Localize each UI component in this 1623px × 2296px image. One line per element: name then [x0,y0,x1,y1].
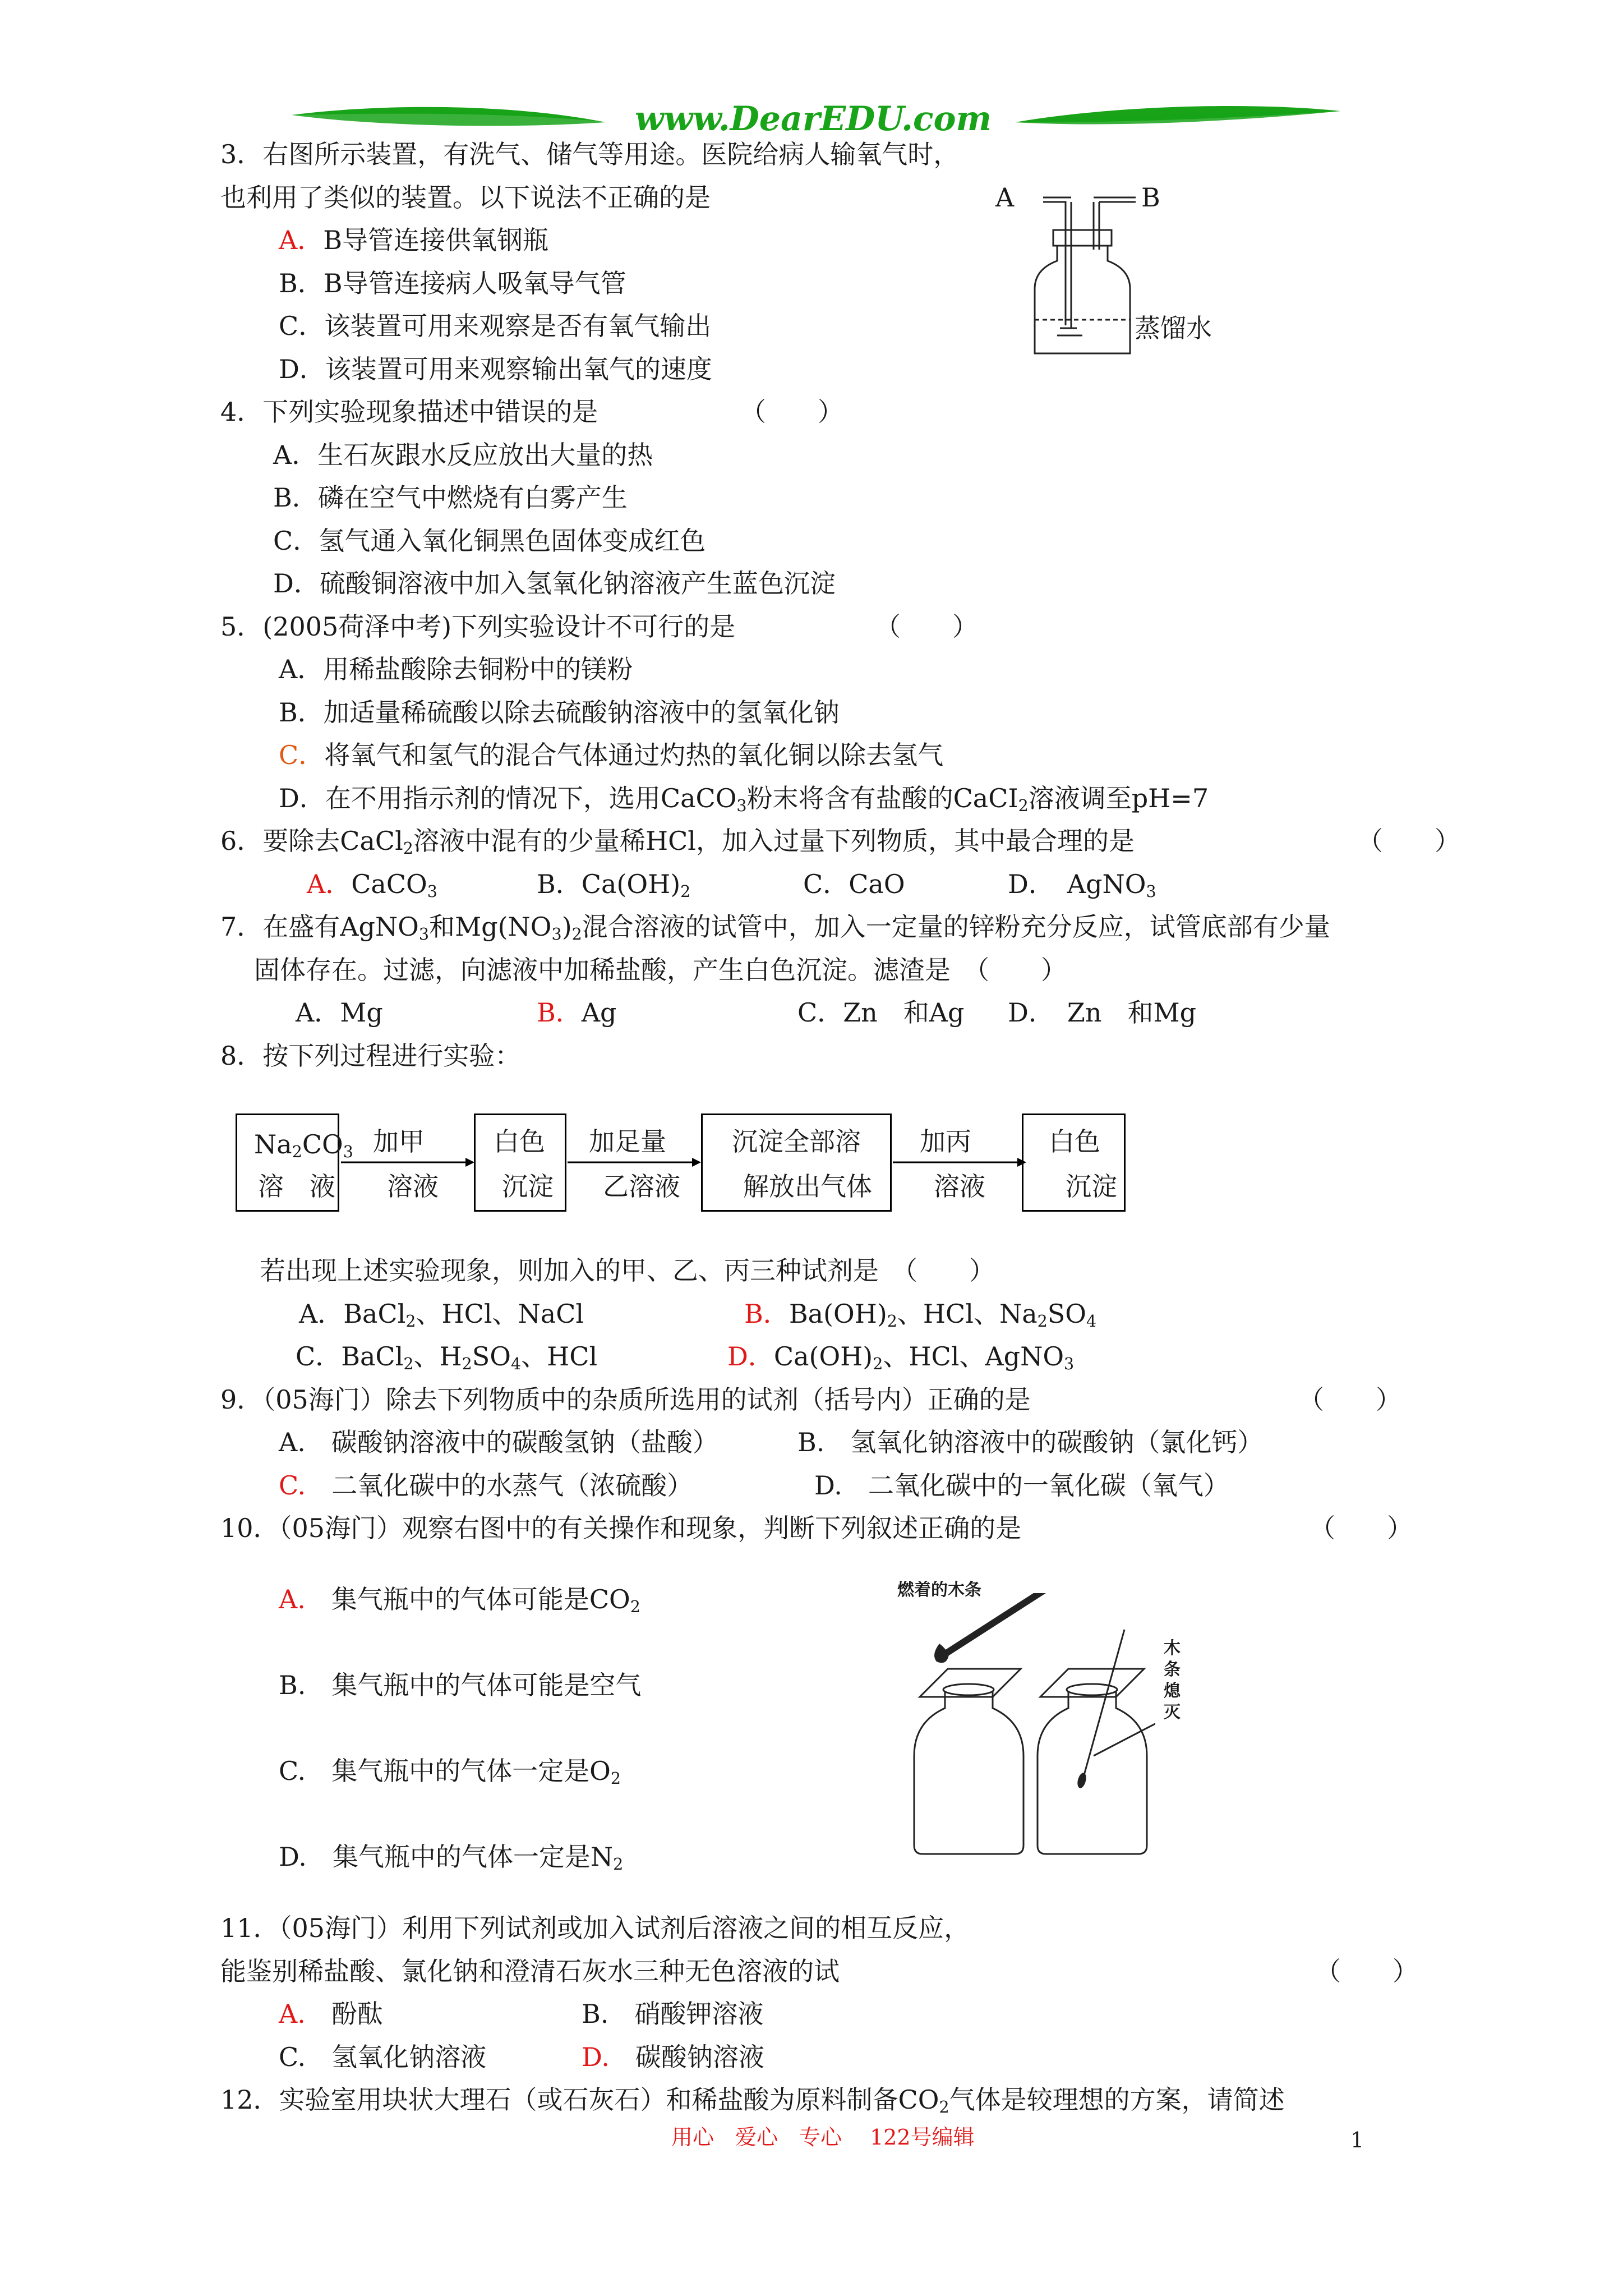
q5-option-d [279,781,1209,815]
q3-option-b: B．B导管连接病人吸氧导气管 [279,268,626,298]
q6-option-a [307,867,437,901]
q7-stem-line2: 固体存在。过滤，向滤液中加稀盐酸，产生白色沉淀。滤渣是 （ ） [254,955,1067,985]
q6-stem-sub: 2 [403,839,413,858]
q3-label-b: B [1141,182,1160,213]
q6-option-d-sub: 3 [1146,882,1156,901]
q9-answer-paren: （ ） [1298,1384,1401,1415]
q7-stem-part3: ) [561,912,572,942]
q4-option-a: A．生石灰跟水反应放出大量的热 [273,440,653,470]
q5-option-d-part2: 粉末将含有盐酸的CaCI [746,783,1018,813]
q10-answer-paren: （ ） [1310,1513,1413,1543]
q3-stem-line2: 也利用了类似的装置。以下说法不正确的是 [220,182,711,213]
flow-box-precipitate-1-line1: 白色 [494,1126,545,1157]
q10-option-d: D. 集气瓶中的气体一定是$N_2$ [279,1842,624,1874]
q6-stem-part2: 溶液中混有的少量稀HCl，加入过量下列物质，其中最合理的是 [413,826,1135,856]
flow-box-dissolve-line1: 沉淀全部溶 [732,1126,861,1157]
q11-option-a: A. 酚酞 [279,1999,383,2029]
q5-option-d-part3: 溶液调至pH=7 [1028,783,1209,813]
q7-stem-part2: 和Mg(NO [429,912,552,942]
flow-arrow2-bottom-label: 乙溶液 [603,1171,680,1202]
q11-option-d: D. 碳酸钠溶液 [582,2042,764,2072]
q7-stem-line1 [220,910,1330,944]
q5-answer-paren: （ ） [875,611,978,642]
q3-label-a: A [995,182,1015,213]
q4-option-c: C．氢气通入氧化铜黑色固体变成红色 [273,526,706,556]
footer-text: 用心 爱心 专心 122号编辑 [671,2125,975,2150]
q5-option-d-sub1: 3 [736,797,747,816]
flow-box-precipitate-1-line2: 沉淀 [502,1171,554,1202]
q7-stem-sub3: 2 [571,925,582,944]
flow-box-precipitate-2-line2: 沉淀 [1066,1171,1117,1202]
q5-option-b: B．加适量稀硫酸以除去硫酸钠溶液中的氢氧化钠 [279,697,840,728]
q10-option-b: B. 集气瓶中的气体可能是空气 [279,1670,642,1700]
q7-option-b-letter: B． [537,997,582,1028]
q5-option-c-letter: C． [279,740,325,770]
header-site-url: www.DearEDU.com [634,99,992,139]
q7-option-c: C．Zn 和Ag [797,997,965,1028]
flow-arrow1-bottom-label: 溶液 [387,1171,439,1202]
q6-stem [220,824,1135,858]
q10-figure-label-extinguished: 木 条 熄 灭 [1164,1639,1181,1722]
q7-stem-sub1: 3 [418,925,430,944]
q3-stem-line1: 3．右图所示装置，有洗气、储气等用途。医院给病人输氧气时， [220,139,960,169]
q6-option-d [1008,867,1156,901]
flow-arrow2-top-label: 加足量 [589,1126,666,1157]
q5-option-c-text: 将氧气和氢气的混合气体通过灼热的氧化铜以除去氢气 [324,740,944,770]
q7-option-b-text: Ag [581,997,617,1028]
flow-box-precipitate-2-line1: 白色 [1049,1126,1100,1157]
q6-option-c: C．CaO [803,869,905,899]
q9-option-c: C. 二氧化碳中的水蒸气（浓硫酸） [279,1470,693,1501]
q3-option-a [279,223,548,257]
q7-option-a: A．Mg [296,997,383,1028]
q3-option-a-text: B导管连接供氧钢瓶 [323,225,549,255]
q6-option-a-text: CaCO [351,869,427,899]
q4-option-b: B．磷在空气中燃烧有白雾产生 [273,482,628,513]
q5-option-a: A．用稀盐酸除去铜粉中的镁粉 [279,654,633,684]
q3-water-label: 蒸馏水 [1135,313,1212,343]
q7-option-b [537,996,616,1029]
q6-option-b-sub: 2 [680,882,691,901]
q5-option-c [279,738,943,772]
q12-stem: 12．实验室用块状大理石（或石灰石）和稀盐酸为原料制备$CO_2$气体是较理想的方案，请简述 [220,2085,1285,2117]
flow-arrow3-bottom-label: 溶液 [934,1171,985,1202]
q7-stem-part4: 混合溶液的试管中，加入一定量的锌粉充分反应，试管底部有少量 [582,912,1330,942]
q4-option-d: D．硫酸铜溶液中加入氢氧化钠溶液产生蓝色沉淀 [273,568,836,599]
q7-option-d: D． Zn 和Mg [1008,997,1197,1028]
q6-option-a-sub: 3 [427,882,437,901]
q9-option-d: D. 二氧化碳中的一氧化碳（氧气） [814,1470,1229,1501]
q11-stem-line2: 能鉴别稀盐酸、氯化钠和澄清石灰水三种无色溶液的试 [220,1956,840,1986]
page-number: 1 [1350,2128,1364,2152]
q4-stem: 4．下列实验现象描述中错误的是 [220,397,598,427]
gas-washing-bottle-figure [1032,185,1138,359]
q11-stem-line1: 11．（05海门）利用下列试剂或加入试剂后溶液之间的相互反应， [220,1913,970,1943]
q4-answer-paren: （ ） [740,397,843,427]
q7-stem-part1: 7．在盛有AgNO [220,912,419,942]
q5-stem: 5．(2005荷泽中考)下列实验设计不可行的是 [220,611,736,642]
flow-box-na2co3-line2: 溶 液 [258,1171,335,1202]
q8-stem: 8．按下列过程进行实验： [220,1041,521,1071]
flow-arrow-2 [568,1156,702,1169]
q3-option-c: C．该装置可用来观察是否有氧气输出 [279,311,712,341]
q11-option-b: B. 硝酸钾溶液 [582,1999,764,2029]
q3-option-a-letter: A． [279,225,324,255]
q10-stem: 10．（05海门）观察右图中的有关操作和现象，判断下列叙述正确的是 [220,1513,1022,1543]
q9-option-a: A. 碳酸钠溶液中的碳酸氢钠（盐酸） [279,1427,718,1457]
q10-option-a: A. 集气瓶中的气体可能是$CO_2$ [279,1584,640,1617]
q8-option-b: B．$Ba(OH)_2$、HCl、$Na_2SO_4$ [744,1299,1097,1331]
q8-option-d: D．$Ca(OH)_2$、HCl、AgNO$_3$ [727,1341,1075,1374]
q6-stem-part1: 6．要除去CaCl [220,826,403,856]
q9-option-b: B. 氢氧化钠溶液中的碳酸钠（氯化钙） [797,1427,1264,1457]
q8-option-a: A．BaCl$_2$、HCl、NaCl [299,1299,584,1331]
q8-option-c: C．BaCl$_2$、$H_2SO_4$、HCl [296,1341,598,1374]
q10-figure-label-burning-stick: 燃着的木条 [897,1580,981,1600]
flow-box-na2co3-line1: $Na_2CO_3$ [254,1129,353,1162]
flow-arrow3-top-label: 加丙 [920,1126,971,1157]
q7-stem-sub2: 3 [551,925,562,944]
q6-option-a-letter: A． [307,869,352,899]
q8-question: 若出现上述实验现象，则加入的甲、乙、丙三种试剂是 （ ） [260,1255,995,1286]
q6-option-b [537,867,690,901]
q9-stem: 9．（05海门）除去下列物质中的杂质所选用的试剂（括号内）正确的是 [220,1384,1031,1415]
q10-option-c: C. 集气瓶中的气体一定是$O_2$ [279,1756,621,1788]
flow-box-dissolve-line2: 解放出气体 [743,1171,872,1202]
gas-jars-burning-stick-figure [909,1593,1155,1857]
q6-answer-paren: （ ） [1357,826,1460,856]
q11-answer-paren: （ ） [1315,1956,1418,1986]
flow-arrow-3 [893,1156,1027,1169]
flow-arrow-1 [341,1156,476,1169]
q6-option-d-text: D． AgNO [1008,869,1146,899]
q5-option-d-part1: D．在不用指示剂的情况下，选用CaCO [279,783,737,813]
q6-option-b-text: B．Ca(OH) [537,869,681,899]
q3-option-d: D．该装置可用来观察输出氧气的速度 [279,354,712,384]
flow-arrow1-top-label: 加甲 [373,1126,425,1157]
q5-option-d-sub2: 2 [1018,797,1029,816]
q11-option-c: C. 氢氧化钠溶液 [279,2042,487,2072]
